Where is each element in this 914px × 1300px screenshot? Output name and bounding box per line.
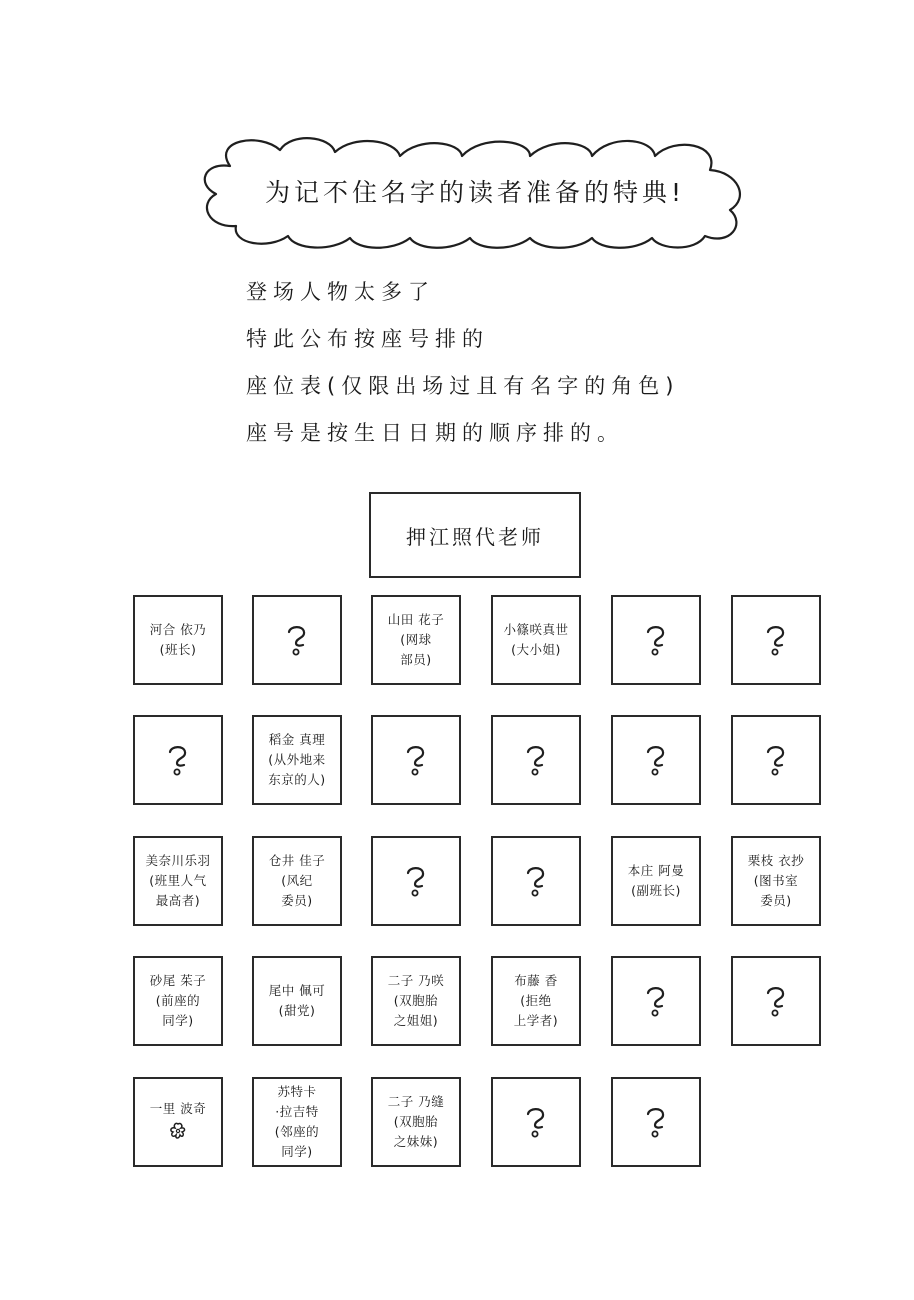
seat-unknown bbox=[133, 715, 223, 805]
seat-student-note: (大小姐) bbox=[511, 642, 561, 657]
intro-line: 登场人物太多了 bbox=[246, 280, 435, 304]
question-mark-icon bbox=[763, 984, 789, 1018]
seat-student-note: (前座的 bbox=[155, 993, 201, 1008]
seat bbox=[611, 836, 701, 926]
page-title: 为记不住名字的读者准备的特典! bbox=[264, 177, 686, 207]
seat-unknown bbox=[611, 956, 701, 1046]
title-cloud-frame bbox=[190, 128, 760, 253]
intro-text bbox=[246, 272, 806, 460]
seat-student-name: 二子 乃缝 bbox=[387, 1094, 445, 1109]
seat-unknown bbox=[252, 595, 342, 685]
question-mark-icon bbox=[643, 1105, 669, 1139]
question-mark-icon bbox=[763, 743, 789, 777]
seat-student-note: 委员) bbox=[281, 893, 313, 908]
seat-student-note: 委员) bbox=[760, 893, 792, 908]
seat-unknown bbox=[491, 1077, 581, 1167]
seat-student-name: 小篠咲真世 bbox=[503, 622, 569, 637]
seat-unknown bbox=[491, 836, 581, 926]
question-mark-icon bbox=[643, 623, 669, 657]
question-mark-icon bbox=[643, 743, 669, 777]
question-mark-icon bbox=[763, 623, 789, 657]
seat bbox=[252, 1077, 342, 1167]
question-mark-icon bbox=[523, 864, 549, 898]
seat-student-name: 仓井 佳子 bbox=[268, 853, 326, 868]
seat-student-name: 本庄 阿曼 bbox=[627, 863, 685, 878]
seat-unknown bbox=[491, 715, 581, 805]
seat-student-name: 二子 乃咲 bbox=[387, 973, 445, 988]
seat-student-name: 砂尾 茱子 bbox=[149, 973, 207, 988]
seat-unknown bbox=[731, 715, 821, 805]
question-mark-icon bbox=[165, 743, 191, 777]
seat-unknown bbox=[611, 715, 701, 805]
teacher-desk bbox=[369, 492, 581, 578]
seat-student-note: 之姐姐) bbox=[393, 1013, 439, 1028]
seat bbox=[133, 956, 223, 1046]
intro-line: 特此公布按座号排的 bbox=[246, 327, 489, 351]
seat-student-name: 布藤 香 bbox=[514, 973, 558, 988]
seat-student-name: 河合 依乃 bbox=[149, 622, 207, 637]
seat-student-note: (从外地来 bbox=[268, 752, 326, 767]
seat-student-note: 部员) bbox=[400, 652, 432, 667]
question-mark-icon bbox=[523, 743, 549, 777]
question-mark-icon bbox=[403, 864, 429, 898]
seat-student-note: (双胞胎 bbox=[393, 1114, 439, 1129]
seat-student-name: 美奈川乐羽 bbox=[145, 853, 211, 868]
seat-unknown bbox=[371, 836, 461, 926]
seat-student-note: (图书室 bbox=[753, 873, 799, 888]
seat-student-note: (班长) bbox=[159, 642, 197, 657]
seat bbox=[731, 836, 821, 926]
seat-unknown bbox=[731, 595, 821, 685]
question-mark-icon bbox=[403, 743, 429, 777]
seat-student-note: (风纪 bbox=[281, 873, 313, 888]
seat-student-note: (网球 bbox=[400, 632, 432, 647]
seat-student-note: (甜党) bbox=[278, 1003, 316, 1018]
teacher-name: 押江照代老师 bbox=[406, 524, 544, 549]
seat bbox=[371, 595, 461, 685]
seat bbox=[491, 956, 581, 1046]
seat-student-name: 尾中 佩可 bbox=[268, 983, 326, 998]
seat-student-note: 东京的人) bbox=[268, 772, 326, 787]
seat-student-note: 上学者) bbox=[513, 1013, 559, 1028]
seat bbox=[252, 836, 342, 926]
seat bbox=[371, 956, 461, 1046]
seat-unknown bbox=[731, 956, 821, 1046]
seat-student-note: (班里人气 bbox=[149, 873, 207, 888]
seat bbox=[133, 836, 223, 926]
seat-student-note: 同学) bbox=[281, 1144, 313, 1159]
question-mark-icon bbox=[523, 1105, 549, 1139]
seat-student-note: (拒绝 bbox=[520, 993, 552, 1008]
seat-student-note: (邻座的 bbox=[274, 1124, 320, 1139]
seat-unknown bbox=[371, 715, 461, 805]
seat-unknown bbox=[611, 1077, 701, 1167]
seat bbox=[252, 956, 342, 1046]
seat bbox=[133, 1077, 223, 1167]
seat-student-note: ·拉吉特 bbox=[275, 1104, 319, 1119]
seat-unknown bbox=[611, 595, 701, 685]
seat-student-note: 同学) bbox=[162, 1013, 194, 1028]
seat-student-note: 之妹妹) bbox=[393, 1134, 439, 1149]
flower-icon bbox=[168, 1121, 188, 1145]
seat bbox=[252, 715, 342, 805]
seat-student-note: (双胞胎 bbox=[393, 993, 439, 1008]
seat-student-name: 栗枝 衣抄 bbox=[747, 853, 805, 868]
seat bbox=[371, 1077, 461, 1167]
seat-student-name: 稻金 真理 bbox=[268, 732, 326, 747]
seat-student-note: 最高者) bbox=[155, 893, 201, 908]
seat-student-name: 苏特卡 bbox=[277, 1084, 317, 1099]
seat bbox=[133, 595, 223, 685]
seat bbox=[491, 595, 581, 685]
question-mark-icon bbox=[643, 984, 669, 1018]
question-mark-icon bbox=[284, 623, 310, 657]
intro-line: 座位表(仅限出场过且有名字的角色) bbox=[246, 374, 680, 398]
seat-student-name: 一里 波奇 bbox=[149, 1101, 207, 1116]
intro-line: 座号是按生日日期的顺序排的。 bbox=[246, 421, 624, 445]
seat-student-name: 山田 花子 bbox=[387, 612, 445, 627]
seat-student-note: (副班长) bbox=[631, 883, 681, 898]
